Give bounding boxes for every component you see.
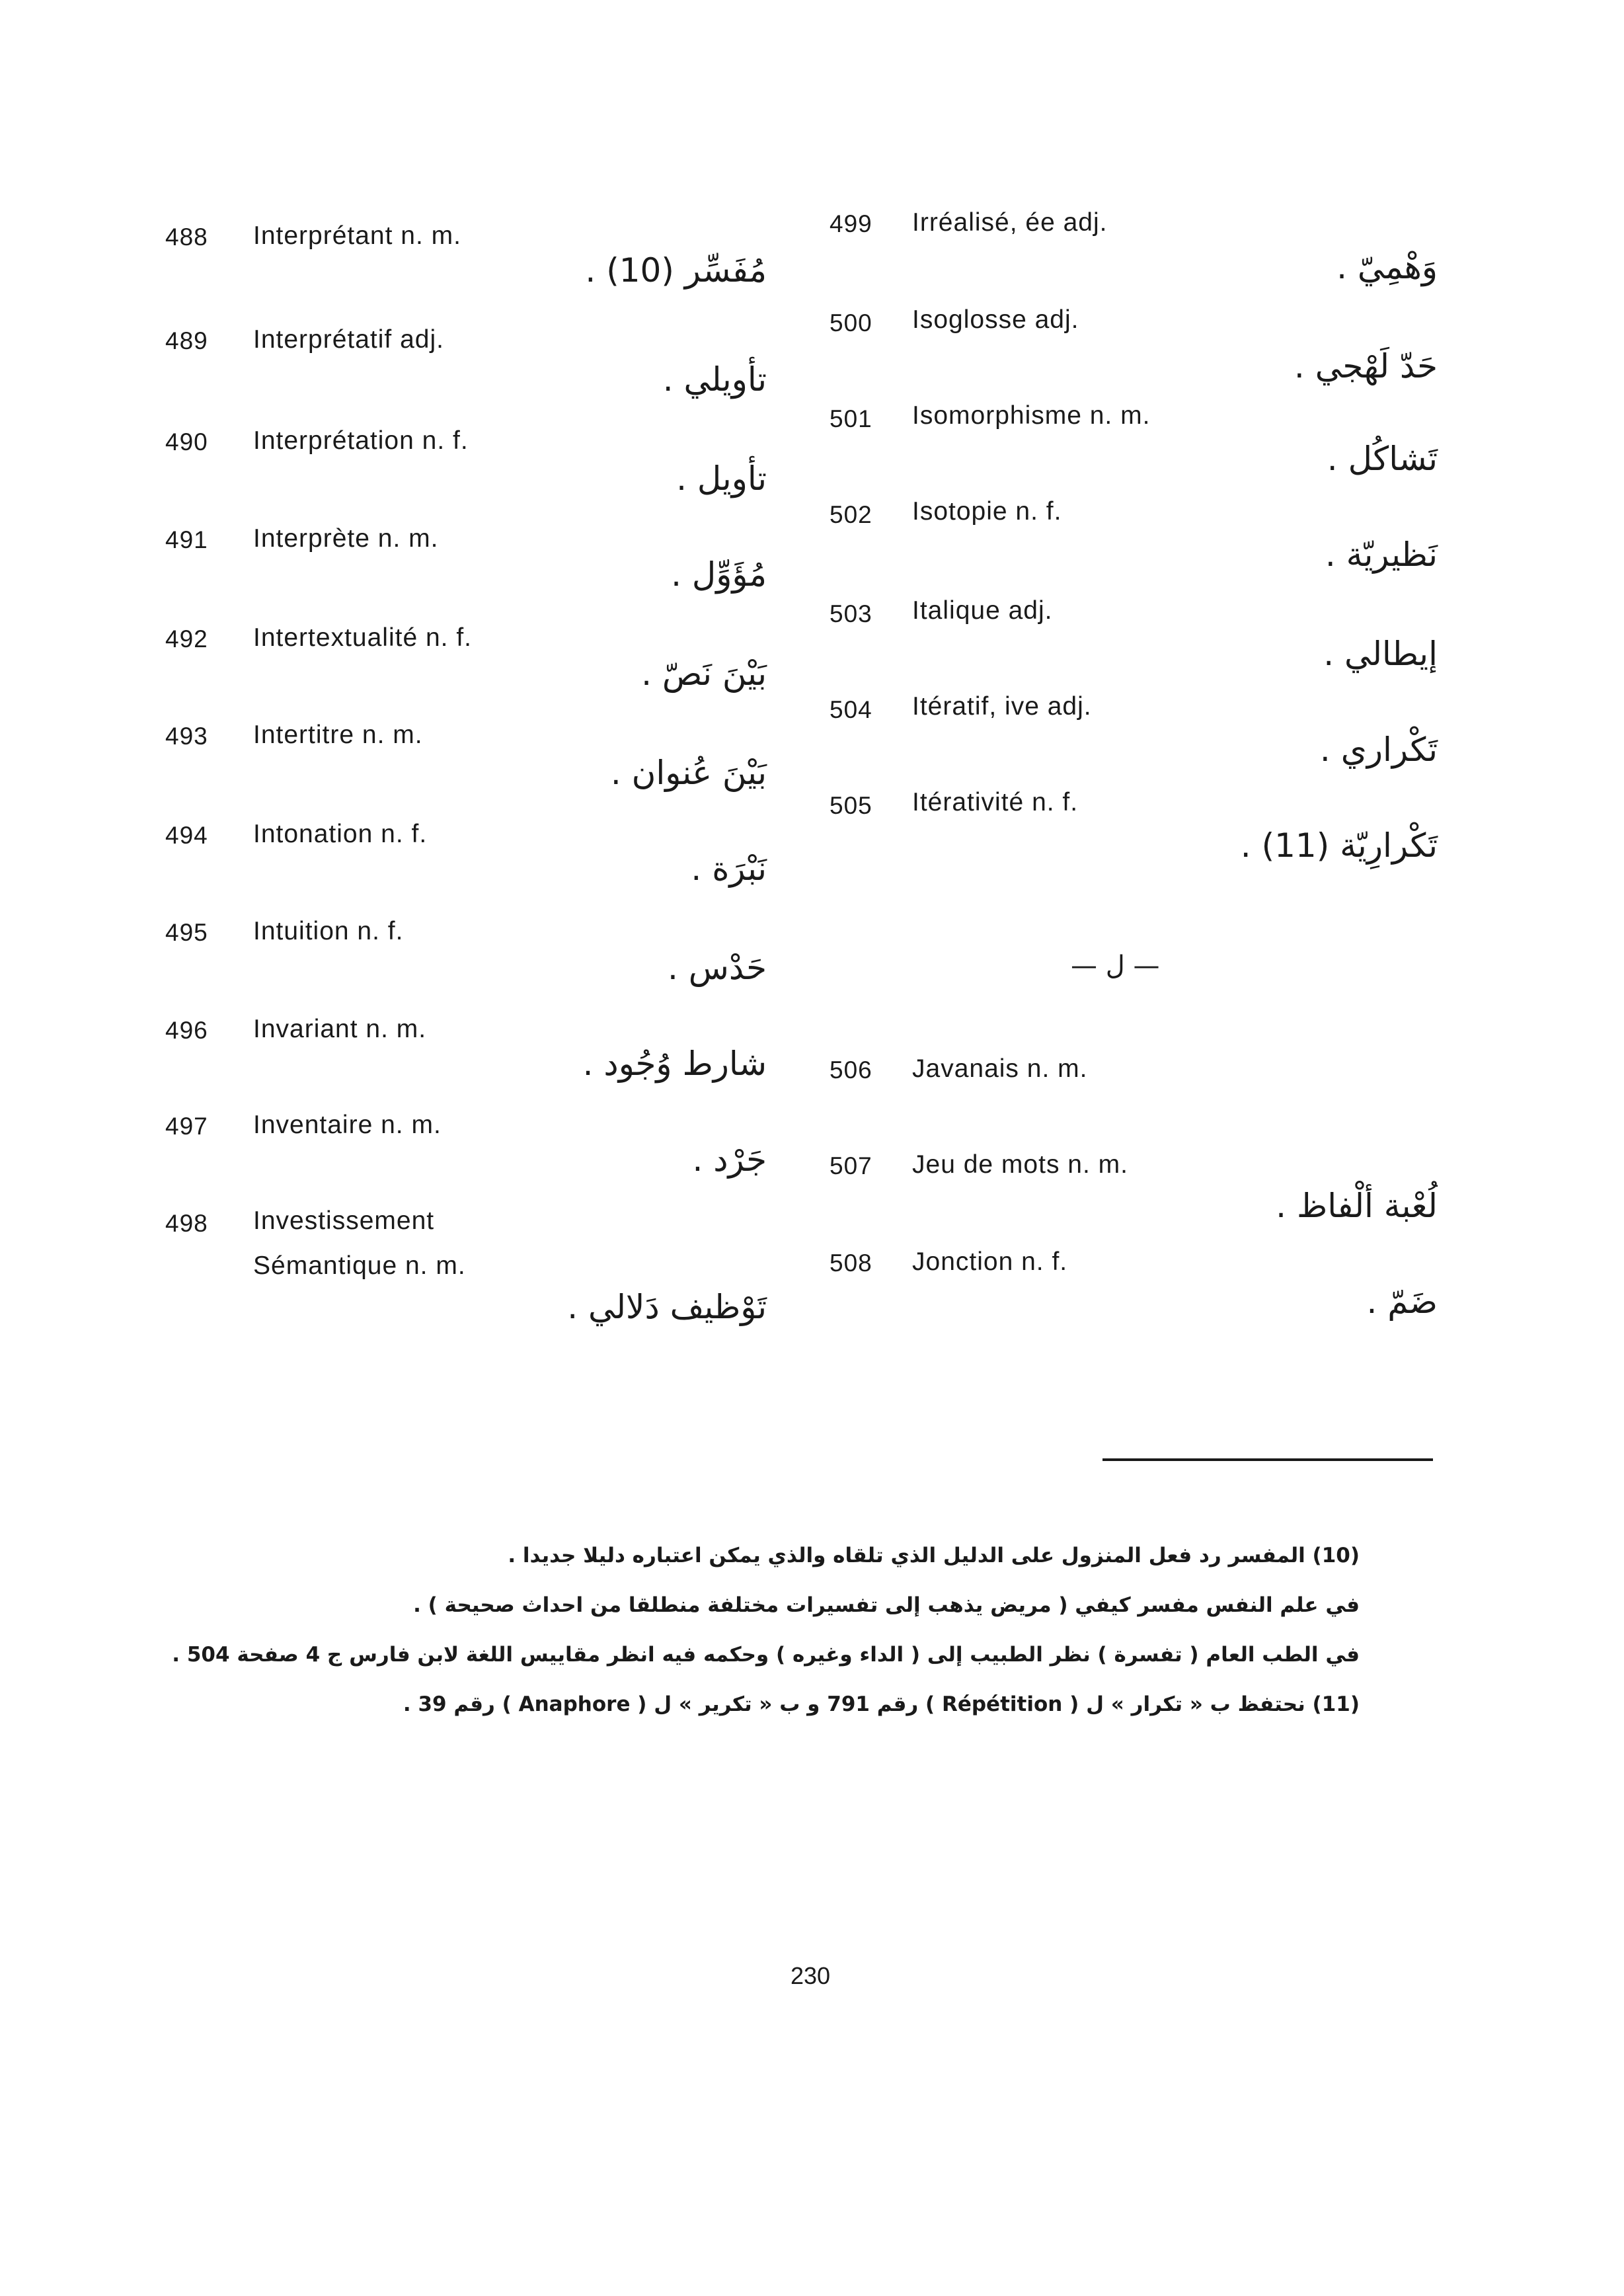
- page-number: 230: [791, 1962, 831, 1989]
- entry-number: 506: [830, 1056, 872, 1084]
- footnote-divider: [1102, 1458, 1433, 1461]
- entry-arabic: بَيْنَ نَصّ .: [641, 654, 767, 693]
- footnote-10: (10) المفسر رد فعل المنزول على الدليل الذي تلقاه والذي يمكن اعتباره دليلا جديدا .: [508, 1544, 1360, 1567]
- entry-term: Interprétant n. m.: [253, 221, 461, 250]
- entry-arabic: شارط وُجُود .: [582, 1045, 767, 1083]
- entry-term: Intertextualité n. f.: [253, 623, 473, 652]
- entry-number: 504: [830, 696, 872, 723]
- entry-term: Invariant n. m.: [253, 1015, 427, 1043]
- entry-number: 505: [830, 792, 872, 819]
- entry-number: 501: [830, 405, 872, 432]
- entry-term: Intonation n. f.: [253, 820, 428, 848]
- entry-number: 498: [165, 1210, 208, 1237]
- entry-arabic: تأويلي .: [662, 360, 767, 399]
- entry-term: Isomorphisme n. m.: [912, 401, 1151, 430]
- entry-arabic: نَبْرَة .: [691, 850, 767, 888]
- section-letter: — ل —: [1071, 951, 1160, 981]
- entry-arabic: تَوْظيف دَلالي .: [567, 1288, 767, 1326]
- entry-term: Irréalisé, ée adj.: [912, 208, 1108, 237]
- entry-number: 508: [830, 1249, 872, 1277]
- entry-number: 495: [165, 919, 208, 946]
- entry-arabic: حَدّ لَهْجي .: [1294, 347, 1438, 385]
- entry-arabic: وَهْمِيّ .: [1336, 248, 1438, 286]
- entry-arabic: مُؤَوِّل .: [671, 555, 767, 594]
- entry-term: Intuition n. f.: [253, 917, 404, 945]
- entry-number: 500: [830, 309, 872, 336]
- entry-number: 488: [165, 223, 208, 251]
- entry-term: Intertitre n. m.: [253, 721, 423, 749]
- entry-term: Investissement: [253, 1207, 435, 1235]
- entry-number: 489: [165, 327, 208, 354]
- entry-number: 494: [165, 822, 208, 849]
- entry-arabic: حَدْس .: [668, 949, 767, 987]
- entry-number: 503: [830, 600, 872, 627]
- entry-number: 507: [830, 1152, 872, 1179]
- footnote-10-line3: في الطب العام ( تفسرة ) نظر الطبيب إلى ( الداء وغيره ) وحكمه فيه انظر مقاييس اللغة لابن فارس ج 4 صفحة 504 .: [172, 1643, 1360, 1667]
- entry-term: Interprétation n. f.: [253, 426, 469, 455]
- footnote-11: (11) نحتفظ ب « تكرار » ل ( Répétition ) رقم 791 و ب « تكرير » ل ( Anaphore ) رقم 39 .: [403, 1692, 1360, 1716]
- entry-number: 490: [165, 428, 208, 455]
- entry-term: Italique adj.: [912, 596, 1053, 625]
- entry-term: Itérativité n. f.: [912, 788, 1079, 816]
- entry-arabic: جَرْد .: [692, 1140, 767, 1179]
- entry-arabic: مُفَسِّر (10) .: [585, 251, 767, 290]
- entry-number: 499: [830, 210, 872, 237]
- entry-term: Interprétatif adj.: [253, 325, 444, 354]
- entry-number: 492: [165, 625, 208, 653]
- entry-term: Javanais n. m.: [912, 1054, 1088, 1083]
- entry-term: Itératif, ive adj.: [912, 692, 1092, 721]
- entry-arabic: نَظيريّة .: [1325, 535, 1438, 574]
- entry-arabic: إيطالي .: [1323, 635, 1438, 673]
- entry-arabic: بَيْنَ عُنوان .: [610, 754, 767, 792]
- entry-number: 491: [165, 526, 208, 553]
- entry-arabic: لُعْبة ألْفاظ .: [1276, 1187, 1438, 1225]
- entry-term: Jeu de mots n. m.: [912, 1150, 1128, 1179]
- entry-arabic: ضَمّ .: [1366, 1283, 1438, 1321]
- entry-term: Isotopie n. f.: [912, 497, 1062, 526]
- entry-number: 502: [830, 501, 872, 528]
- footnote-10-line2: في علم النفس مفسر كيفي ( مريض يذهب إلى تفسيرات مختلفة منطلقا من احداث صحيحة ) .: [413, 1593, 1360, 1617]
- entry-number: 496: [165, 1017, 208, 1044]
- entry-term: Interprète n. m.: [253, 524, 439, 553]
- entry-term: Jonction n. f.: [912, 1247, 1068, 1276]
- entry-term: Isoglosse adj.: [912, 305, 1079, 334]
- entry-term-continued: Sémantique n. m.: [253, 1251, 466, 1280]
- entry-arabic: تَكْراري .: [1319, 731, 1438, 769]
- entry-term: Inventaire n. m.: [253, 1111, 442, 1139]
- entry-number: 497: [165, 1113, 208, 1140]
- entry-number: 493: [165, 723, 208, 750]
- entry-arabic: تَشاكُل .: [1327, 440, 1438, 478]
- entry-arabic: تَكْرارِيّة (11) .: [1240, 826, 1438, 865]
- entry-arabic: تأويل .: [676, 459, 767, 498]
